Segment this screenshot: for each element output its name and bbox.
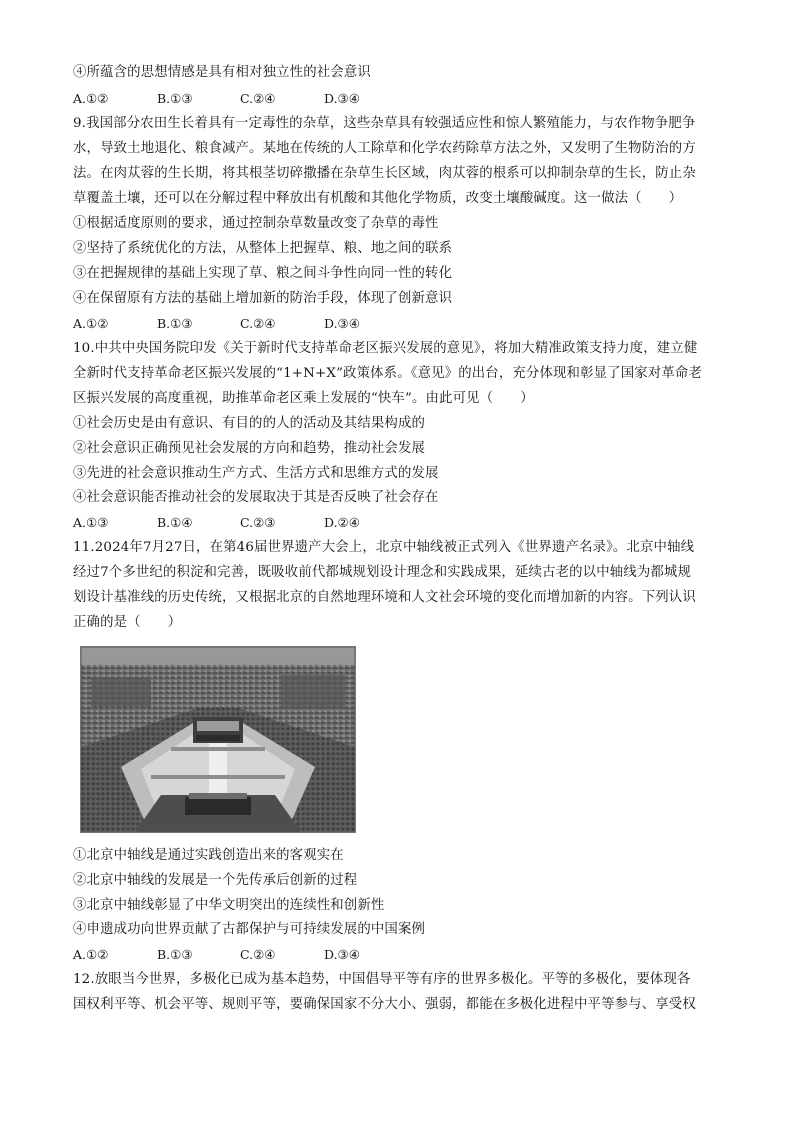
q11-option-b[interactable]: B.①③ <box>157 947 193 962</box>
q10-stem-line-3: 区振兴发展的高度重视，助推革命老区乘上发展的“快车”。由此可见（ ） <box>73 391 534 406</box>
q11-option-c[interactable]: C.②④ <box>240 947 276 962</box>
q9-stem-line-3: 法。在肉苁蓉的生长期，将其根茎切碎撒播在杂草生长区域，肉苁蓉的根系可以抑制杂草的生长，防止杂 <box>73 166 696 181</box>
q11-option-a[interactable]: A.①② <box>73 947 109 962</box>
q9-option-a[interactable]: A.①② <box>73 316 109 331</box>
q11-statement-4: ④申遗成功向世界贡献了古都保护与可持续发展的中国案例 <box>73 922 426 937</box>
q11-statement-2: ②北京中轴线的发展是一个先传承后创新的过程 <box>73 873 358 888</box>
q9-option-d[interactable]: D.③④ <box>324 316 360 331</box>
q8-statement-4: ④所蕴含的思想情感是具有相对独立性的社会意识 <box>73 65 371 80</box>
q10-option-a[interactable]: A.①③ <box>73 515 109 530</box>
q10-statement-3: ③先进的社会意识推动生产方式、生活方式和思维方式的发展 <box>73 466 439 481</box>
q9-statement-2: ②坚持了系统优化的方法，从整体上把握草、粮、地之间的联系 <box>73 241 453 256</box>
q11-statement-3: ③北京中轴线彰显了中华文明突出的连续性和创新性 <box>73 898 385 913</box>
q9-stem-line-2: 水，导致土地退化、粮食减产。某地在传统的人工除草和化学农药除草方法之外，又发明了生物防治的方 <box>73 141 696 156</box>
q9-statement-4: ④在保留原有方法的基础上增加新的防治手段，体现了创新意识 <box>73 291 453 306</box>
q11-stem-line-4: 正确的是（ ） <box>73 615 182 630</box>
q11-stem-line-3: 划设计基准线的历史传统，又根据北京的自然地理环境和人文社会环境的变化而增加新的内容。下列认识 <box>73 590 696 605</box>
q11-statement-1: ①北京中轴线是通过实践创造出来的客观实在 <box>73 848 344 863</box>
q8-option-b[interactable]: B.①③ <box>157 91 193 106</box>
q9-statement-3: ③在把握规律的基础上实现了草、粮之间斗争性向同一性的转化 <box>73 266 453 281</box>
q9-stem-line-4: 草覆盖土壤，还可以在分解过程中释放出有机酸和其他化学物质，改变土壤酸碱度。这一做法（ ） <box>73 191 683 206</box>
central-axis-aerial-photo <box>80 646 356 833</box>
q12-stem-line-1: 12.放眼当今世界，多极化已成为基本趋势，中国倡导平等有序的世界多极化。平等的多极化，要体现各 <box>73 972 691 987</box>
q10-statement-4: ④社会意识能否推动社会的发展取决于其是否反映了社会存在 <box>73 490 439 505</box>
q11-option-d[interactable]: D.③④ <box>324 947 360 962</box>
q10-option-b[interactable]: B.①④ <box>157 515 193 530</box>
q9-option-b[interactable]: B.①③ <box>157 316 193 331</box>
q10-stem-line-1: 10.中共中央国务院印发《关于新时代支持革命老区振兴发展的意见》，将加大精准政策支持力度，建立健 <box>73 341 698 356</box>
q9-stem-line-1: 9.我国部分农田生长着具有一定毒性的杂草，这些杂草具有较强适应性和惊人繁殖能力，与农作物争肥争 <box>73 116 696 131</box>
q10-statement-2: ②社会意识正确预见社会发展的方向和趋势，推动社会发展 <box>73 441 426 456</box>
q9-statement-1: ①根据适度原则的要求，通过控制杂草数量改变了杂草的毒性 <box>73 216 439 231</box>
q10-option-c[interactable]: C.②③ <box>240 515 276 530</box>
q11-stem-line-1: 11.2024年7月27日，在第46届世界遗产大会上，北京中轴线被正式列入《世界遗产名录》。北京中轴线 <box>73 540 695 555</box>
q10-option-d[interactable]: D.②④ <box>324 515 360 530</box>
q8-option-c[interactable]: C.②④ <box>240 91 276 106</box>
q11-stem-line-2: 经过7个多世纪的积淀和完善，既吸收前代都城规划设计理念和实践成果，延续古老的以中轴线为都城规 <box>73 565 691 580</box>
q10-stem-line-2: 全新时代支持革命老区振兴发展的“1+N+X”政策体系。《意见》的出台，充分体现和彰显了国家对革命老 <box>73 366 702 381</box>
q12-stem-line-2: 国权利平等、机会平等、规则平等，要确保国家不分大小、强弱，都能在多极化进程中平等参与、享受权 <box>73 997 696 1012</box>
q9-option-c[interactable]: C.②④ <box>240 316 276 331</box>
q8-option-d[interactable]: D.③④ <box>324 91 360 106</box>
q10-statement-1: ①社会历史是由有意识、有目的的人的活动及其结果构成的 <box>73 416 426 431</box>
q8-option-a[interactable]: A.①② <box>73 91 109 106</box>
